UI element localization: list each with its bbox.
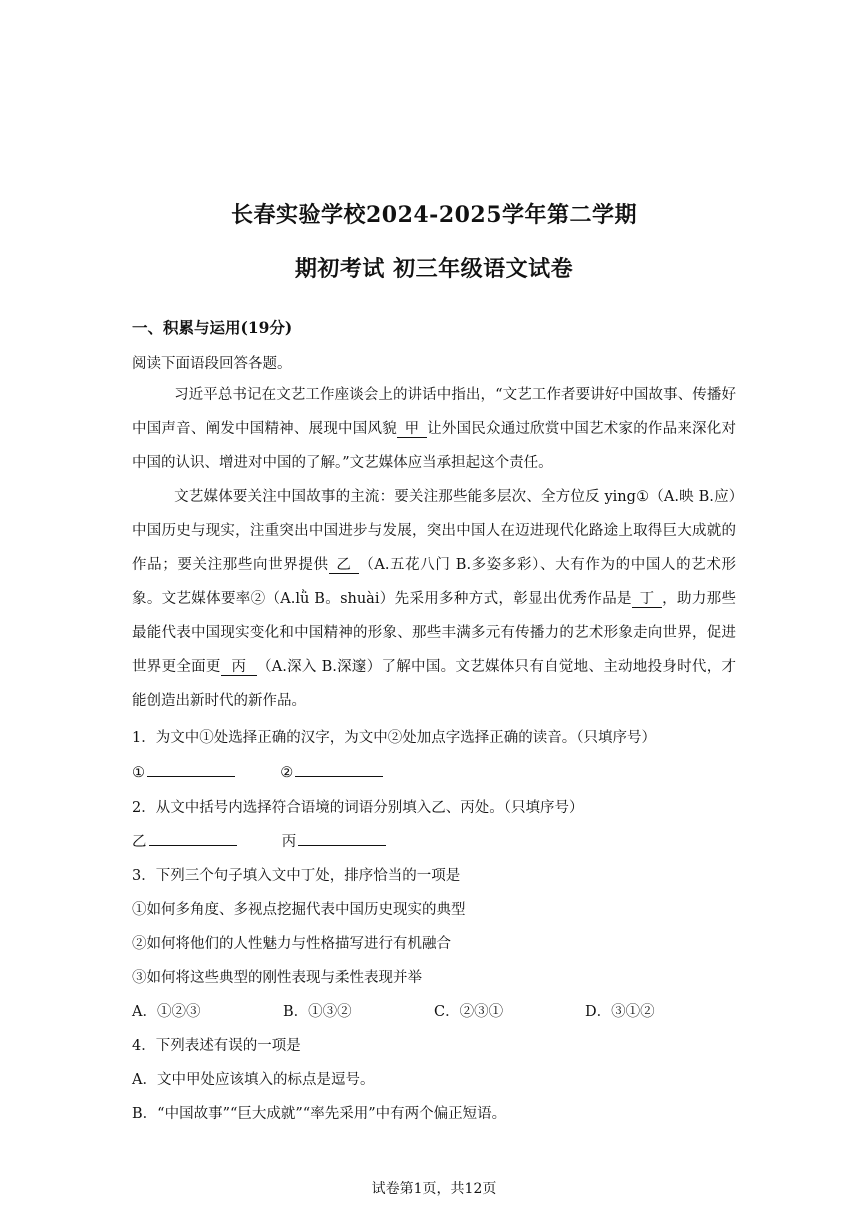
question-4-option-a[interactable]: A．文中甲处应该填入的标点是逗号。 xyxy=(132,1072,375,1088)
question-4: 4．下列表述有误的一项是 xyxy=(132,1038,301,1054)
question-3-options xyxy=(132,1000,655,1021)
question-3-sentence-2: ②如何将他们的人性魅力与性格描写进行有机融合 xyxy=(132,936,451,952)
question-2-answers xyxy=(132,830,386,851)
option-d[interactable]: D．③①② xyxy=(585,1004,655,1020)
answer-field-1[interactable] xyxy=(147,762,235,777)
option-b[interactable]: B．①③② xyxy=(283,1004,352,1020)
answer-field-2[interactable] xyxy=(295,762,383,777)
question-2: 2．从文中括号内选择符合语境的词语分别填入乙、丙处。（只填序号） xyxy=(132,800,584,816)
exam-title-line1: 长春实验学校2024-2025学年第二学期 xyxy=(230,202,638,228)
reading-instruction: 阅读下面语段回答各题。 xyxy=(132,356,292,372)
p1-text-a: 习近平总书记在文艺工作座谈会上的讲话中指出，“文艺工作者要讲好中国故事、传播好中国声音、阐发中国精神、展现中国风貌 xyxy=(132,387,736,437)
p2-text-b: （A.五花八门 B.多姿多彩）、大有作为的中国人的艺术形象。文艺媒体要率②（A.lǜ B。shuài）先采用多种方式，彰显出优秀作品是 xyxy=(132,557,737,607)
answer-label-yi: 乙 xyxy=(132,834,147,850)
p2-text-a: 文艺媒体要关注中国故事的主流：要关注那些能多层次、全方位反 ying①（A.映 B.应）中国历史与现实，注重突出中国进步与发展，突出中国人在迈进现代化路途上取得巨大成就的作品；要关注那些向世界提供 xyxy=(132,489,736,573)
question-1: 1．为文中①处选择正确的汉字，为文中②处加点字选择正确的读音。（只填序号） xyxy=(132,730,656,746)
passage-paragraph-2 xyxy=(132,480,736,718)
question-4-option-b[interactable]: B．“中国故事”“巨大成就”“率先采用”中有两个偏正短语。 xyxy=(132,1106,507,1122)
blank-yi: 乙 xyxy=(329,557,359,574)
question-1-answers xyxy=(132,762,383,781)
p2-text-c: ，助力那些最能代表中国现实变化和中国精神的形象、那些丰满多元有传播力的艺术形象走向世界，促进世界更全面更 xyxy=(132,591,736,675)
blank-bing: 丙 xyxy=(221,659,257,676)
blank-jia: 甲 xyxy=(397,421,427,438)
option-a[interactable]: A．①②③ xyxy=(132,1004,201,1020)
question-3-sentence-3: ③如何将这些典型的刚性表现与柔性表现并举 xyxy=(132,970,422,986)
answer-field-yi[interactable] xyxy=(149,831,237,846)
answer-label-1: ① xyxy=(132,765,145,781)
question-3: 3．下列三个句子填入文中丁处，排序恰当的一项是 xyxy=(132,868,461,884)
answer-field-bing[interactable] xyxy=(298,831,386,846)
answer-label-2: ② xyxy=(280,765,294,781)
blank-ding: 丁 xyxy=(632,591,662,608)
exam-title-line2: 期初考试 初三年级语文试卷 xyxy=(294,256,574,282)
answer-label-bing: 丙 xyxy=(281,834,297,850)
option-c[interactable]: C．②③① xyxy=(434,1004,504,1020)
p1-text-b: 让外国民众通过欣赏中国艺术家的作品来深化对中国的认识、增进对中国的了解。”文艺媒体应当承担起这个责任。 xyxy=(132,421,736,471)
question-3-sentence-1: ①如何多角度、多视点挖掘代表中国历史现实的典型 xyxy=(132,902,466,918)
page-footer: 试卷第1页，共12页 xyxy=(371,1181,497,1197)
p2-text-d: （A.深入 B.深邃）了解中国。文艺媒体只有自觉地、主动地投身时代，才能创造出新时代的新作品。 xyxy=(132,659,737,709)
section-heading: 一、积累与运用(19分) xyxy=(132,318,293,337)
passage-paragraph-1 xyxy=(132,378,736,480)
